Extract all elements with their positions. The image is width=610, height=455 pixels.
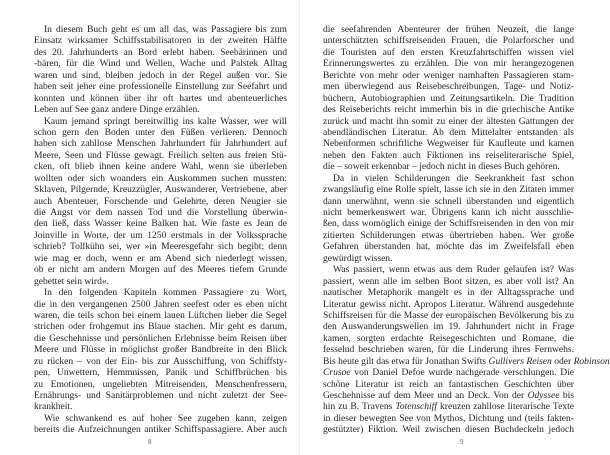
text-line: des Reiseberichts reicht immerhin bis in die griechische Antike: [323, 104, 574, 116]
text-line: zurück und macht ihn somit zu einer der ältesten Gattungen der: [323, 115, 574, 127]
text-line: gewürdigt wissen.: [323, 252, 393, 264]
text-line: nautischer Metaphorik mangelt es in der Alltagssprache und: [323, 287, 574, 299]
text-line: zitierten Schilderungen etwas übertrieben haben. Wer große: [323, 229, 574, 241]
text-line: wie mag er doch, wenn er am Abend sich niederlegt wissen,: [34, 252, 287, 264]
text-line: passiert, wenn alle im selben Boot sitzen, es aber voll ist? An: [323, 275, 574, 287]
text-line: men überwiegend aus Reisebeschreibungen, Tage- und Notiz-: [323, 81, 574, 93]
text-line: die – soweit erkennbar – jedoch nicht in dieses Buch gehören.: [323, 161, 560, 173]
text-line: Bis heute gilt das etwa für Jonathan Swifts Gullivers Reisen oder Robinson: [323, 355, 610, 367]
text-line: -bären, für die Wind und Wellen, Wache und Palstek Alltag: [34, 58, 287, 70]
text-line: gebettet sein wird«.: [34, 275, 110, 287]
text-line: nicht bemerkenswert war. Übrigens kann ich nicht ausschlie-: [323, 207, 574, 218]
text-line: cken, oft blieb ihnen keine andere Wahl, wenn sie überleben: [34, 161, 287, 173]
page-number-right: 9: [460, 438, 464, 446]
text-line: haben seit jeher eine professionelle Einstellung zur Seefahrt und: [34, 81, 287, 93]
text-line: abendländischen Literatur. Ab dem Mittelalter entstanden als: [323, 126, 574, 138]
text-line: Meere, Seen und Flüsse gewagt. Freilich selten aus freien Stü-: [34, 149, 287, 161]
text-line: Meere und Flüsse in möglichst großer Bandbreite in den Blick: [34, 344, 287, 356]
text-line: dann unerwähnt, wenn sie schnell überstanden und eigentlich: [323, 195, 574, 207]
text-line: die seefahrenden Abenteurer der frühen Neuzeit, die lange: [323, 24, 574, 35]
text-line: fesselnd beschrieben waren, für die Linderung ihres Fernwehs.: [323, 344, 574, 356]
text-line: in dieser bewegten See von Mythos, Dichtung und (teils fakten-: [323, 412, 574, 424]
text-line: zwangsläufig eine Rolle spielt, lasse ich sie in den Zitaten immer: [323, 184, 574, 196]
text-line: neben den Fakten auch Fiktionen ins reiseliterarische Spiel,: [323, 149, 574, 161]
text-line: Einsatz wirksamer Schiffsstabilisatoren in der zweiten Hälfte: [34, 35, 287, 47]
text-line: auch Abenteuer, Forschende und Gelehrte, deren Neugier sie: [34, 195, 287, 207]
text-line: waren, die teils schon bei einem lauen Lüftchen lieber die Segel: [34, 309, 287, 321]
text-line: In diesem Buch geht es um all das, was Passagiere bis zum: [44, 24, 287, 35]
text-line: den Auswanderungswellen im 19. Jahrhundert nicht in Frage: [323, 321, 574, 333]
text-line: ßen, dass womöglich einige der Schiffsreisenden in den von mir: [323, 218, 574, 230]
text-line: bereits die Aufzeichnungen antiker Schiffspassagiere. Aber auch: [34, 424, 287, 436]
text-line: Kaum jemand springt bereitwillig ins kalte Wasser, wer will: [44, 115, 287, 127]
text-line: gestützter) Fiktion. Weil zwischen diesen Buchdeckeln jedoch: [323, 424, 574, 436]
text-line: Literatur gewiss nicht. Apropos Literatur. Während ausgedehnte: [323, 298, 574, 310]
text-line: Was passiert, wenn etwas aus dem Ruder gelaufen ist? Was: [333, 264, 574, 276]
right-page: [300, 0, 610, 455]
text-line: haben sich zahllose Menschen Jahrhundert für Jahrhundert auf: [34, 138, 287, 150]
text-line: Crusoe von Daniel Defoe wurde nachgerade verschlungen. Die: [323, 367, 574, 379]
text-line: die Angst vor dem nassen Tod und die Vorstellung überwin-: [34, 207, 287, 218]
text-line: Ernährungs- und Sanitärproblemen und nicht zuletzt der See-: [34, 390, 287, 401]
text-line: ob er nicht am andern Morgen auf des Meeres tiefem Grunde: [34, 264, 287, 276]
text-line: Joinville in Worte, der um 1250 erstmals in der Volkssprache: [34, 229, 287, 241]
text-line: Geschehnisse auf dem Meer und an Deck. Von der Odyssee bis: [323, 390, 574, 401]
text-line: Erinnerungswertes zu erzählen. Die von mir herangezogenen: [323, 58, 574, 70]
text-line: Da in vielen Schilderungen die Seekrankheit fast schon: [333, 172, 574, 184]
text-line: Schiffsreisen für die Masse der europäischen Bevölkerung bis zu: [323, 309, 574, 321]
text-line: Wie schwankend es auf hoher See zugehen kann, zeigen: [44, 412, 287, 424]
text-line: büchern, Autobiographien und Zeitungsartikeln. Die Tradition: [323, 92, 574, 104]
text-line: unterschätzten schiffsreisenden Frauen, die Polarforscher und: [323, 35, 574, 47]
text-line: waren und sind, bleiben jedoch in der Regel außen vor. Sie: [34, 69, 287, 81]
text-line: schöne Literatur ist reich an fantastischen Geschichten über: [323, 378, 574, 390]
text-line: schrieb? Tollkühn sei, wer »in Meeresgefahr sich begibt; denn: [34, 241, 287, 253]
text-line: Berichte von mehr oder weniger namhaften Passagieren stam-: [323, 69, 574, 81]
text-line: Gefahren überstanden hat, möchte das im Zweifelsfall eben: [323, 241, 574, 253]
text-line: konnten und können über ihr oft hartes und abenteuerliches: [34, 92, 287, 104]
text-line: kamen, sorgten erdachte Reisegeschichten und Romane, die: [323, 332, 574, 344]
text-line: Nebenformen schriftliche Wegweiser für Kaufleute und kamen: [323, 138, 574, 150]
text-line: die Geschehnisse und persönlichen Erlebnisse beim Reisen über: [34, 332, 287, 344]
page-number-left: 8: [148, 438, 152, 446]
text-line: wollten oder sich woanders ein Auskommen suchen mussten:: [34, 172, 287, 184]
text-line: pen, Unwettern, Hemmnissen, Panik und Schiffbrüchen bis: [34, 367, 287, 379]
text-line: den ließ, dass Wasser keine Balken hat. Wie faste es Jean de: [34, 218, 287, 230]
text-line: Sklaven, Pilgernde, Kreuzzügler, Auswanderer, Vertriebene, aber: [34, 184, 287, 196]
text-line: schon gern den Boden unter den Füßen verlieren. Dennoch: [34, 126, 287, 138]
text-line: zu Emotionen, ungeliebten Mitreisenden, Menschenfressern,: [34, 378, 287, 390]
text-line: zu rücken – von der Ein- bis zur Ausschiffung, von Schiffsty-: [34, 355, 287, 367]
text-line: die Touristen auf den ersten Kreuzfahrtschiffen wissen viel: [323, 46, 574, 58]
left-page: [0, 0, 300, 455]
text-line: strichen oder frohgemut ins Blaue stachen. Mir geht es darum,: [34, 321, 287, 333]
text-line: hin zu B. Travens Totenschiff kreuzen zahllose literarische Texte: [323, 401, 574, 413]
right-page-text: [323, 24, 610, 436]
left-page-text: [34, 24, 287, 436]
text-line: In den folgenden Kapiteln kommen Passagiere zu Wort,: [44, 287, 287, 299]
text-line: des 20. Jahrhunderts an Bord erlebt haben. Seebärinnen und: [34, 46, 287, 58]
text-line: Leben auf See ganz andere Dinge erzählen.: [34, 104, 200, 116]
text-line: krankheit.: [34, 401, 73, 413]
text-line: die in den vergangenen 2500 Jahren seefest oder es eben nicht: [34, 298, 287, 310]
